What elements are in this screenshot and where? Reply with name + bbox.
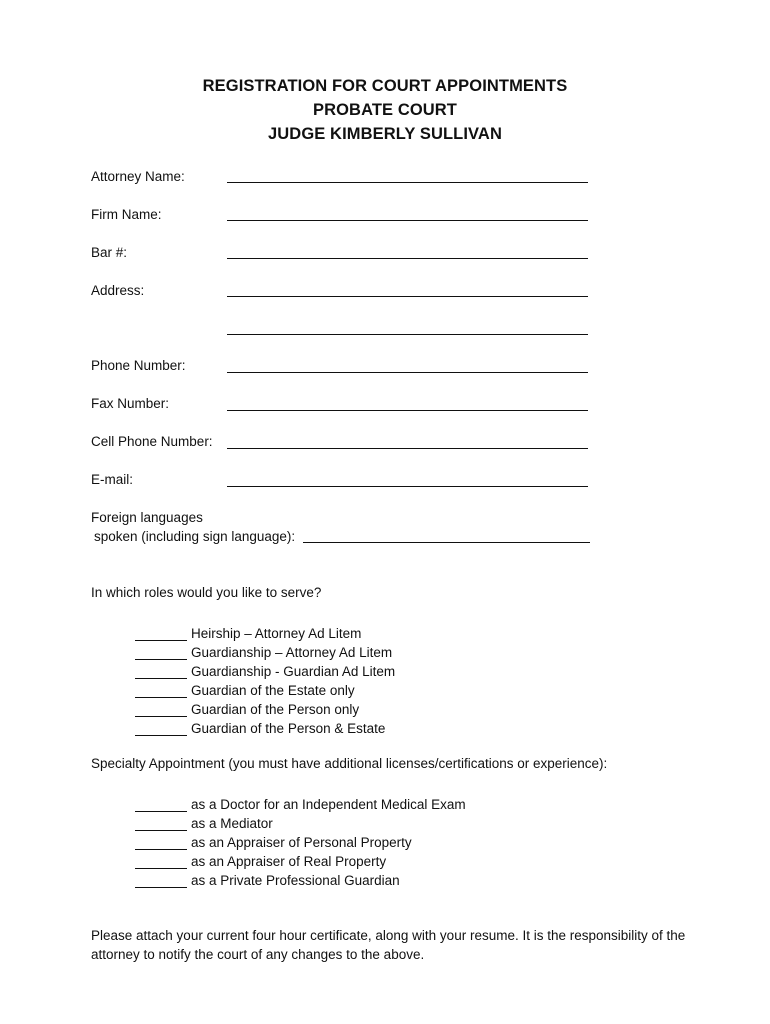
roles-question: In which roles would you like to serve? bbox=[91, 585, 322, 600]
role-option[interactable] bbox=[135, 622, 361, 641]
specialty-blank[interactable] bbox=[135, 817, 187, 831]
specialty-label: as an Appraiser of Real Property bbox=[191, 854, 387, 869]
specialty-question: Specialty Appointment (you must have additional licenses/certifications or experience): bbox=[91, 756, 608, 771]
specialty-option[interactable] bbox=[135, 831, 412, 850]
role-blank[interactable] bbox=[135, 665, 187, 679]
specialty-blank[interactable] bbox=[135, 874, 187, 888]
role-label: Guardianship - Guardian Ad Litem bbox=[191, 664, 396, 679]
bar-number-field[interactable] bbox=[227, 258, 588, 259]
role-blank[interactable] bbox=[135, 646, 187, 660]
languages-label-line-2: spoken (including sign language): bbox=[94, 529, 296, 544]
role-label: Guardian of the Estate only bbox=[191, 683, 355, 698]
specialty-blank[interactable] bbox=[135, 836, 187, 850]
role-label: Guardianship – Attorney Ad Litem bbox=[191, 645, 393, 660]
attorney-name-label: Attorney Name: bbox=[91, 169, 185, 184]
role-option[interactable] bbox=[135, 679, 355, 698]
cell-phone-label: Cell Phone Number: bbox=[91, 434, 213, 449]
attorney-name-field[interactable] bbox=[227, 182, 588, 183]
form-title-line-1: REGISTRATION FOR COURT APPOINTMENTS bbox=[202, 77, 568, 95]
specialty-label: as a Doctor for an Independent Medical Exam bbox=[191, 797, 466, 812]
specialty-option[interactable] bbox=[135, 869, 400, 888]
specialty-label: as an Appraiser of Personal Property bbox=[191, 835, 412, 850]
languages-field[interactable] bbox=[303, 542, 590, 543]
role-blank[interactable] bbox=[135, 703, 187, 717]
phone-number-field[interactable] bbox=[227, 372, 588, 373]
address-field-line-2[interactable] bbox=[227, 334, 588, 335]
specialty-blank[interactable] bbox=[135, 855, 187, 869]
role-blank[interactable] bbox=[135, 627, 187, 641]
role-option[interactable] bbox=[135, 698, 359, 717]
specialty-label: as a Mediator bbox=[191, 816, 273, 831]
form-title-line-2: PROBATE COURT bbox=[313, 101, 457, 119]
fax-number-field[interactable] bbox=[227, 410, 588, 411]
specialty-blank[interactable] bbox=[135, 798, 187, 812]
role-label: Guardian of the Person & Estate bbox=[191, 721, 386, 736]
languages-label-line-1: Foreign languages bbox=[91, 510, 203, 525]
firm-name-field[interactable] bbox=[227, 220, 588, 221]
bar-number-label: Bar #: bbox=[91, 245, 128, 260]
cell-phone-field[interactable] bbox=[227, 448, 588, 449]
role-blank[interactable] bbox=[135, 684, 187, 698]
footer-note: Please attach your current four hour certificate, along with your resume. It is the responsibility of the attorney to notify the court of any changes to the above. bbox=[91, 928, 686, 962]
address-field-line-1[interactable] bbox=[227, 296, 588, 297]
role-option[interactable] bbox=[135, 641, 392, 660]
address-label: Address: bbox=[91, 283, 145, 298]
specialty-option[interactable] bbox=[135, 793, 466, 812]
fax-number-label: Fax Number: bbox=[91, 396, 170, 411]
phone-number-label: Phone Number: bbox=[91, 358, 186, 373]
form-title-line-3: JUDGE KIMBERLY SULLIVAN bbox=[268, 125, 502, 143]
firm-name-label: Firm Name: bbox=[91, 207, 162, 222]
role-blank[interactable] bbox=[135, 722, 187, 736]
form-title bbox=[0, 74, 770, 146]
specialty-label: as a Private Professional Guardian bbox=[191, 873, 400, 888]
role-option[interactable] bbox=[135, 660, 395, 679]
role-label: Heirship – Attorney Ad Litem bbox=[191, 626, 362, 641]
languages-label bbox=[91, 508, 295, 546]
email-label: E-mail: bbox=[91, 472, 134, 487]
role-label: Guardian of the Person only bbox=[191, 702, 360, 717]
email-field[interactable] bbox=[227, 486, 588, 487]
specialty-option[interactable] bbox=[135, 850, 386, 869]
specialty-option[interactable] bbox=[135, 812, 273, 831]
role-option[interactable] bbox=[135, 717, 385, 736]
